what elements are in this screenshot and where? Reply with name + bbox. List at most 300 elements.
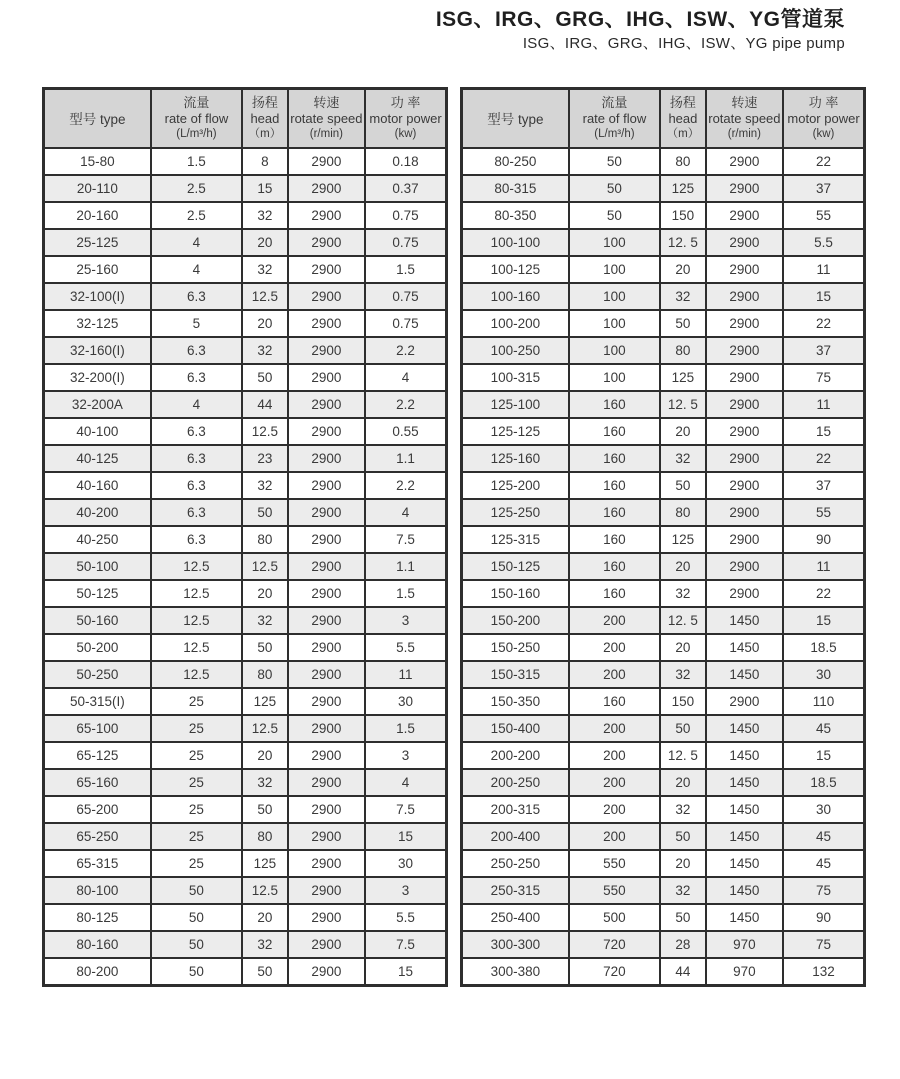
cell-flow: 160 [569, 526, 660, 553]
cell-head: 20 [660, 256, 706, 283]
cell-head: 32 [242, 769, 288, 796]
cell-speed: 1450 [706, 904, 783, 931]
cell-head: 12.5 [242, 553, 288, 580]
cell-flow: 200 [569, 796, 660, 823]
cell-head: 12.5 [242, 877, 288, 904]
table-row [462, 823, 865, 850]
cell-speed: 2900 [288, 607, 365, 634]
cell-power: 7.5 [365, 931, 446, 958]
table-row [462, 256, 865, 283]
cell-flow: 100 [569, 229, 660, 256]
cell-type: 40-250 [44, 526, 151, 553]
cell-power: 4 [365, 364, 446, 391]
cell-flow: 12.5 [151, 580, 242, 607]
cell-type: 100-160 [462, 283, 569, 310]
cell-flow: 160 [569, 688, 660, 715]
cell-power: 2.2 [365, 337, 446, 364]
cell-speed: 2900 [288, 148, 365, 175]
cell-type: 200-200 [462, 742, 569, 769]
table-row [44, 499, 447, 526]
cell-flow: 720 [569, 958, 660, 985]
cell-speed: 2900 [288, 418, 365, 445]
table-row [462, 688, 865, 715]
table-row [462, 796, 865, 823]
cell-power: 0.55 [365, 418, 446, 445]
table-row [462, 580, 865, 607]
cell-head: 32 [660, 445, 706, 472]
table-row [462, 337, 865, 364]
cell-speed: 970 [706, 958, 783, 985]
cell-head: 20 [242, 742, 288, 769]
cell-speed: 2900 [288, 526, 365, 553]
col-header-flow: 流量 rate of flow (L/m³/h) [151, 88, 242, 148]
cell-speed: 2900 [706, 283, 783, 310]
cell-type: 125-315 [462, 526, 569, 553]
cell-type: 65-100 [44, 715, 151, 742]
cell-type: 50-125 [44, 580, 151, 607]
cell-head: 50 [660, 823, 706, 850]
cell-speed: 2900 [706, 310, 783, 337]
table-row [462, 391, 865, 418]
cell-type: 150-350 [462, 688, 569, 715]
cell-power: 1.1 [365, 553, 446, 580]
table-row [462, 418, 865, 445]
cell-speed: 1450 [706, 796, 783, 823]
cell-head: 15 [242, 175, 288, 202]
cell-power: 1.5 [365, 256, 446, 283]
col-header-head: 扬程 head （m） [660, 88, 706, 148]
cell-type: 125-125 [462, 418, 569, 445]
table-row [44, 688, 447, 715]
cell-type: 150-200 [462, 607, 569, 634]
cell-power: 37 [783, 472, 864, 499]
cell-flow: 550 [569, 850, 660, 877]
cell-power: 0.37 [365, 175, 446, 202]
cell-power: 3 [365, 742, 446, 769]
cell-power: 15 [783, 418, 864, 445]
cell-flow: 200 [569, 742, 660, 769]
cell-speed: 2900 [288, 391, 365, 418]
table-row [44, 823, 447, 850]
table-row [462, 472, 865, 499]
cell-speed: 2900 [706, 202, 783, 229]
cell-power: 3 [365, 607, 446, 634]
cell-head: 50 [242, 364, 288, 391]
table-row [44, 391, 447, 418]
cell-flow: 25 [151, 796, 242, 823]
cell-head: 150 [660, 688, 706, 715]
cell-speed: 2900 [706, 148, 783, 175]
cell-flow: 200 [569, 769, 660, 796]
cell-flow: 160 [569, 553, 660, 580]
cell-type: 250-315 [462, 877, 569, 904]
cell-type: 100-200 [462, 310, 569, 337]
table-row [462, 310, 865, 337]
table-body-right [462, 148, 865, 985]
cell-flow: 25 [151, 850, 242, 877]
cell-type: 40-160 [44, 472, 151, 499]
table-row [44, 715, 447, 742]
cell-speed: 1450 [706, 850, 783, 877]
cell-power: 30 [783, 661, 864, 688]
cell-flow: 160 [569, 391, 660, 418]
cell-power: 15 [783, 742, 864, 769]
cell-power: 4 [365, 769, 446, 796]
cell-speed: 2900 [288, 445, 365, 472]
cell-flow: 1.5 [151, 148, 242, 175]
table-row [462, 769, 865, 796]
cell-head: 50 [660, 904, 706, 931]
cell-power: 45 [783, 850, 864, 877]
table-row [44, 337, 447, 364]
cell-type: 25-160 [44, 256, 151, 283]
table-body-left [44, 148, 447, 985]
table-row [462, 661, 865, 688]
cell-power: 15 [365, 958, 446, 985]
table-row [44, 931, 447, 958]
cell-speed: 2900 [288, 580, 365, 607]
cell-speed: 1450 [706, 877, 783, 904]
cell-speed: 2900 [288, 877, 365, 904]
cell-speed: 2900 [706, 688, 783, 715]
table-row [44, 175, 447, 202]
table-row [462, 175, 865, 202]
cell-type: 100-315 [462, 364, 569, 391]
table-row [44, 580, 447, 607]
cell-type: 50-200 [44, 634, 151, 661]
cell-type: 100-100 [462, 229, 569, 256]
cell-power: 0.75 [365, 202, 446, 229]
cell-head: 50 [242, 958, 288, 985]
cell-head: 80 [242, 526, 288, 553]
cell-flow: 50 [569, 148, 660, 175]
cell-flow: 50 [151, 958, 242, 985]
cell-speed: 2900 [288, 796, 365, 823]
cell-head: 32 [660, 796, 706, 823]
cell-power: 30 [365, 850, 446, 877]
cell-speed: 2900 [706, 229, 783, 256]
table-row [44, 958, 447, 985]
cell-head: 12. 5 [660, 391, 706, 418]
cell-flow: 50 [151, 931, 242, 958]
table-row [462, 445, 865, 472]
cell-power: 55 [783, 499, 864, 526]
cell-power: 5.5 [365, 904, 446, 931]
cell-power: 75 [783, 877, 864, 904]
cell-speed: 970 [706, 931, 783, 958]
cell-head: 20 [660, 850, 706, 877]
cell-power: 22 [783, 580, 864, 607]
page-title: ISG、IRG、GRG、IHG、ISW、YG管道泵 [435, 8, 845, 31]
cell-type: 50-250 [44, 661, 151, 688]
cell-power: 15 [365, 823, 446, 850]
cell-head: 50 [242, 634, 288, 661]
cell-head: 20 [660, 769, 706, 796]
cell-flow: 12.5 [151, 634, 242, 661]
cell-type: 300-300 [462, 931, 569, 958]
cell-power: 1.5 [365, 715, 446, 742]
cell-power: 75 [783, 931, 864, 958]
cell-head: 12. 5 [660, 607, 706, 634]
cell-type: 150-400 [462, 715, 569, 742]
cell-speed: 2900 [288, 202, 365, 229]
cell-type: 25-125 [44, 229, 151, 256]
cell-head: 50 [660, 310, 706, 337]
cell-head: 50 [660, 472, 706, 499]
cell-type: 32-160(I) [44, 337, 151, 364]
cell-power: 18.5 [783, 634, 864, 661]
cell-type: 32-200A [44, 391, 151, 418]
cell-type: 80-200 [44, 958, 151, 985]
cell-type: 200-400 [462, 823, 569, 850]
cell-head: 125 [660, 364, 706, 391]
cell-head: 12.5 [242, 418, 288, 445]
cell-speed: 2900 [706, 499, 783, 526]
cell-flow: 2.5 [151, 202, 242, 229]
cell-power: 1.5 [365, 580, 446, 607]
cell-flow: 6.3 [151, 526, 242, 553]
table-row [462, 850, 865, 877]
cell-flow: 160 [569, 445, 660, 472]
cell-power: 18.5 [783, 769, 864, 796]
cell-type: 65-160 [44, 769, 151, 796]
cell-flow: 12.5 [151, 607, 242, 634]
cell-head: 12. 5 [660, 742, 706, 769]
cell-speed: 2900 [288, 769, 365, 796]
cell-flow: 12.5 [151, 553, 242, 580]
cell-type: 15-80 [44, 148, 151, 175]
cell-speed: 2900 [288, 904, 365, 931]
cell-flow: 100 [569, 364, 660, 391]
table-row [462, 283, 865, 310]
cell-type: 80-315 [462, 175, 569, 202]
cell-speed: 2900 [288, 229, 365, 256]
cell-flow: 25 [151, 715, 242, 742]
cell-flow: 720 [569, 931, 660, 958]
cell-speed: 2900 [288, 364, 365, 391]
table-row [44, 634, 447, 661]
cell-power: 0.75 [365, 283, 446, 310]
cell-flow: 100 [569, 337, 660, 364]
cell-power: 11 [365, 661, 446, 688]
cell-type: 125-160 [462, 445, 569, 472]
cell-head: 12.5 [242, 715, 288, 742]
cell-head: 80 [242, 661, 288, 688]
table-row [44, 148, 447, 175]
cell-head: 125 [660, 526, 706, 553]
cell-head: 20 [660, 418, 706, 445]
cell-speed: 2900 [288, 256, 365, 283]
cell-flow: 5 [151, 310, 242, 337]
cell-power: 37 [783, 337, 864, 364]
cell-type: 32-100(I) [44, 283, 151, 310]
table-row [462, 715, 865, 742]
cell-head: 20 [242, 310, 288, 337]
cell-type: 50-160 [44, 607, 151, 634]
cell-speed: 2900 [706, 175, 783, 202]
cell-type: 65-315 [44, 850, 151, 877]
table-row [462, 526, 865, 553]
cell-type: 65-200 [44, 796, 151, 823]
table-header-row [462, 88, 865, 148]
cell-head: 32 [242, 472, 288, 499]
table-row [44, 472, 447, 499]
cell-speed: 2900 [706, 445, 783, 472]
cell-speed: 2900 [288, 553, 365, 580]
cell-speed: 2900 [288, 499, 365, 526]
cell-power: 4 [365, 499, 446, 526]
cell-speed: 2900 [706, 553, 783, 580]
col-header-speed: 转速 rotate speed (r/min) [288, 88, 365, 148]
cell-type: 80-160 [44, 931, 151, 958]
cell-head: 32 [242, 256, 288, 283]
cell-flow: 25 [151, 769, 242, 796]
cell-head: 12.5 [242, 283, 288, 310]
cell-flow: 4 [151, 256, 242, 283]
table-row [44, 202, 447, 229]
table-row [44, 607, 447, 634]
table-row [462, 958, 865, 985]
cell-power: 132 [783, 958, 864, 985]
cell-type: 80-350 [462, 202, 569, 229]
pump-table-right [460, 87, 866, 987]
col-header-flow: 流量 rate of flow (L/m³/h) [569, 88, 660, 148]
cell-power: 5.5 [783, 229, 864, 256]
col-header-type-label: 型号 type [69, 112, 126, 128]
cell-speed: 2900 [288, 661, 365, 688]
cell-speed: 2900 [288, 823, 365, 850]
cell-type: 150-125 [462, 553, 569, 580]
table-row [462, 607, 865, 634]
col-header-power: 功 率 motor power (kw) [783, 88, 864, 148]
cell-type: 40-125 [44, 445, 151, 472]
cell-head: 44 [242, 391, 288, 418]
cell-flow: 4 [151, 391, 242, 418]
col-header-type-label: 型号 type [487, 112, 544, 128]
cell-speed: 2900 [706, 391, 783, 418]
cell-power: 45 [783, 823, 864, 850]
table-row [44, 553, 447, 580]
cell-type: 100-125 [462, 256, 569, 283]
cell-power: 22 [783, 310, 864, 337]
cell-flow: 160 [569, 499, 660, 526]
table-row [462, 931, 865, 958]
cell-speed: 2900 [288, 958, 365, 985]
cell-power: 30 [783, 796, 864, 823]
cell-speed: 1450 [706, 823, 783, 850]
cell-type: 150-160 [462, 580, 569, 607]
cell-head: 20 [242, 904, 288, 931]
cell-flow: 50 [151, 877, 242, 904]
table-row [44, 850, 447, 877]
cell-flow: 6.3 [151, 472, 242, 499]
cell-speed: 2900 [706, 337, 783, 364]
cell-flow: 550 [569, 877, 660, 904]
cell-speed: 2900 [288, 283, 365, 310]
table-row [462, 499, 865, 526]
col-header-speed: 转速 rotate speed (r/min) [706, 88, 783, 148]
table-row [44, 742, 447, 769]
cell-flow: 6.3 [151, 418, 242, 445]
cell-type: 80-100 [44, 877, 151, 904]
cell-power: 0.75 [365, 229, 446, 256]
page-subtitle: ISG、IRG、GRG、IHG、ISW、YG pipe pump [522, 35, 845, 53]
cell-head: 32 [242, 931, 288, 958]
cell-flow: 12.5 [151, 661, 242, 688]
table-row [44, 769, 447, 796]
table-row [462, 202, 865, 229]
cell-flow: 160 [569, 418, 660, 445]
cell-flow: 50 [569, 202, 660, 229]
cell-speed: 2900 [288, 310, 365, 337]
cell-type: 40-100 [44, 418, 151, 445]
cell-type: 125-100 [462, 391, 569, 418]
cell-head: 80 [660, 337, 706, 364]
cell-power: 7.5 [365, 796, 446, 823]
cell-head: 20 [242, 580, 288, 607]
cell-type: 150-315 [462, 661, 569, 688]
table-row [44, 229, 447, 256]
cell-flow: 4 [151, 229, 242, 256]
cell-head: 20 [660, 634, 706, 661]
cell-speed: 2900 [706, 364, 783, 391]
cell-type: 300-380 [462, 958, 569, 985]
cell-power: 2.2 [365, 391, 446, 418]
cell-type: 250-400 [462, 904, 569, 931]
cell-type: 100-250 [462, 337, 569, 364]
table-row [462, 148, 865, 175]
cell-type: 20-110 [44, 175, 151, 202]
cell-flow: 25 [151, 823, 242, 850]
cell-power: 37 [783, 175, 864, 202]
cell-power: 11 [783, 553, 864, 580]
cell-power: 0.75 [365, 310, 446, 337]
table-row [44, 661, 447, 688]
table-row [462, 634, 865, 661]
cell-power: 110 [783, 688, 864, 715]
table-row [462, 742, 865, 769]
table-row [44, 904, 447, 931]
cell-head: 80 [242, 823, 288, 850]
table-row [44, 877, 447, 904]
cell-power: 22 [783, 148, 864, 175]
cell-power: 2.2 [365, 472, 446, 499]
cell-type: 200-250 [462, 769, 569, 796]
cell-speed: 2900 [288, 715, 365, 742]
cell-head: 50 [242, 499, 288, 526]
cell-head: 32 [242, 202, 288, 229]
col-header-power: 功 率 motor power (kw) [365, 88, 446, 148]
cell-type: 80-250 [462, 148, 569, 175]
cell-flow: 6.3 [151, 283, 242, 310]
table-row [44, 526, 447, 553]
cell-flow: 2.5 [151, 175, 242, 202]
page-title-block [0, 0, 900, 55]
cell-head: 32 [242, 607, 288, 634]
cell-flow: 200 [569, 823, 660, 850]
cell-power: 5.5 [365, 634, 446, 661]
cell-speed: 2900 [288, 472, 365, 499]
cell-speed: 1450 [706, 742, 783, 769]
table-header-row [44, 88, 447, 148]
cell-type: 150-250 [462, 634, 569, 661]
cell-power: 15 [783, 283, 864, 310]
cell-flow: 200 [569, 715, 660, 742]
cell-flow: 200 [569, 634, 660, 661]
cell-speed: 2900 [706, 256, 783, 283]
cell-flow: 6.3 [151, 364, 242, 391]
table-row [44, 418, 447, 445]
